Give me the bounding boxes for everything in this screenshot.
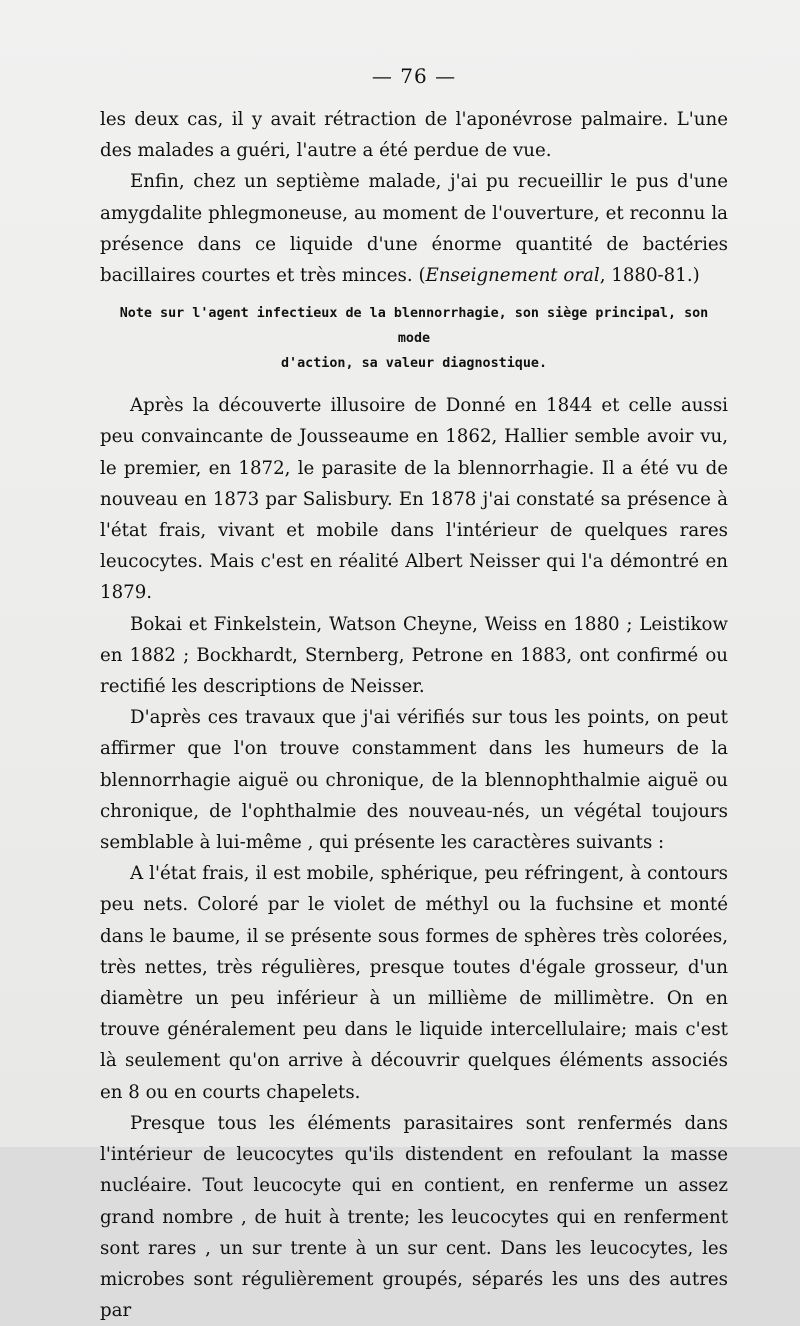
section-heading [100,301,728,376]
paragraph-intro-2 [100,166,728,291]
paragraph-body-3: D'après ces travaux que j'ai vérifiés sur tous les points, on peut affirmer que l'on trouve constamment dans les humeurs de la blennorrhagie aiguë ou chronique, de la blennophthalmie aiguë ou chronique, de l'ophthalmie des nouveau-nés, un végétal toujours semblable à lui-même , qui présente les caractères suivants : [100,707,728,854]
paragraph-intro-1: les deux cas, il y avait rétraction de l'aponévrose palmaire. L'une des malades a guéri, l'autre a été perdue de vue. [100,109,728,162]
citation: Enseignement oral [425,265,600,287]
section-heading-line-1: Note sur l'agent infectieux de la blennorrhagie, son siège principal, son mode [119,306,709,347]
page-number: — 76 — [371,64,457,88]
paragraph-intro-2-text: Enfin, chez un septième malade, j'ai pu recueillir le pus d'une amygdalite phlegmoneuse, au moment de l'ouverture, et reconnu la présence dans ce liquide d'une énorme quantité de bactéries bacillaires courtes et très minces. ( [100,171,728,287]
paragraph-body-4: A l'état frais, il est mobile, sphérique, peu réfringent, à contours peu nets. Coloré par le violet de méthyl ou la fuchsine et monté dans le baume, il se présente sous formes de sphères très colorées, très nettes, très régulières, presque toutes d'égale grosseur, d'un diamètre un peu inférieur à un millième de millimètre. On en trouve généralement peu dans le liquide intercellulaire; mais c'est là seulement qu'on arrive à découvrir quelques éléments associés en 8 ou en courts chapelets. [100,863,728,1103]
citation-date: , 1880-81.) [599,265,700,287]
paragraph-body-1: Après la découverte illusoire de Donné en 1844 et celle aussi peu convaincante de Jousseaume en 1862, Hallier semble avoir vu, le premier, en 1872, le parasite de la blennorrhagie. Il a été vu de nouveau en 1873 par Salisbury. En 1878 j'ai constaté sa présence à l'état frais, vivant et mobile dans l'intérieur de quelques rares leucocytes. Mais c'est en réalité Albert Neisser qui l'a démontré en 1879. [100,395,728,604]
section-heading-line-2: d'action, sa valeur diagnostique. [280,356,548,372]
paragraph-body-2: Bokai et Finkelstein, Watson Cheyne, Weiss en 1880 ; Leistikow en 1882 ; Bockhardt, Sternberg, Petrone en 1883, ont confirmé ou rectifié les descriptions de Neisser. [100,613,728,698]
paragraph-body-5: Presque tous les éléments parasitaires sont renfermés dans l'intérieur de leucocytes qu'ils distendent en refoulant la masse nucléaire. Tout leucocyte qui en contient, en renferme un assez grand nombre , de huit à trente; les leucocytes qui en renferment sont rares , un sur trente à un sur cent. Dans les leucocytes, les microbes sont régulièrement groupés, séparés les uns des autres par [100,1112,728,1322]
